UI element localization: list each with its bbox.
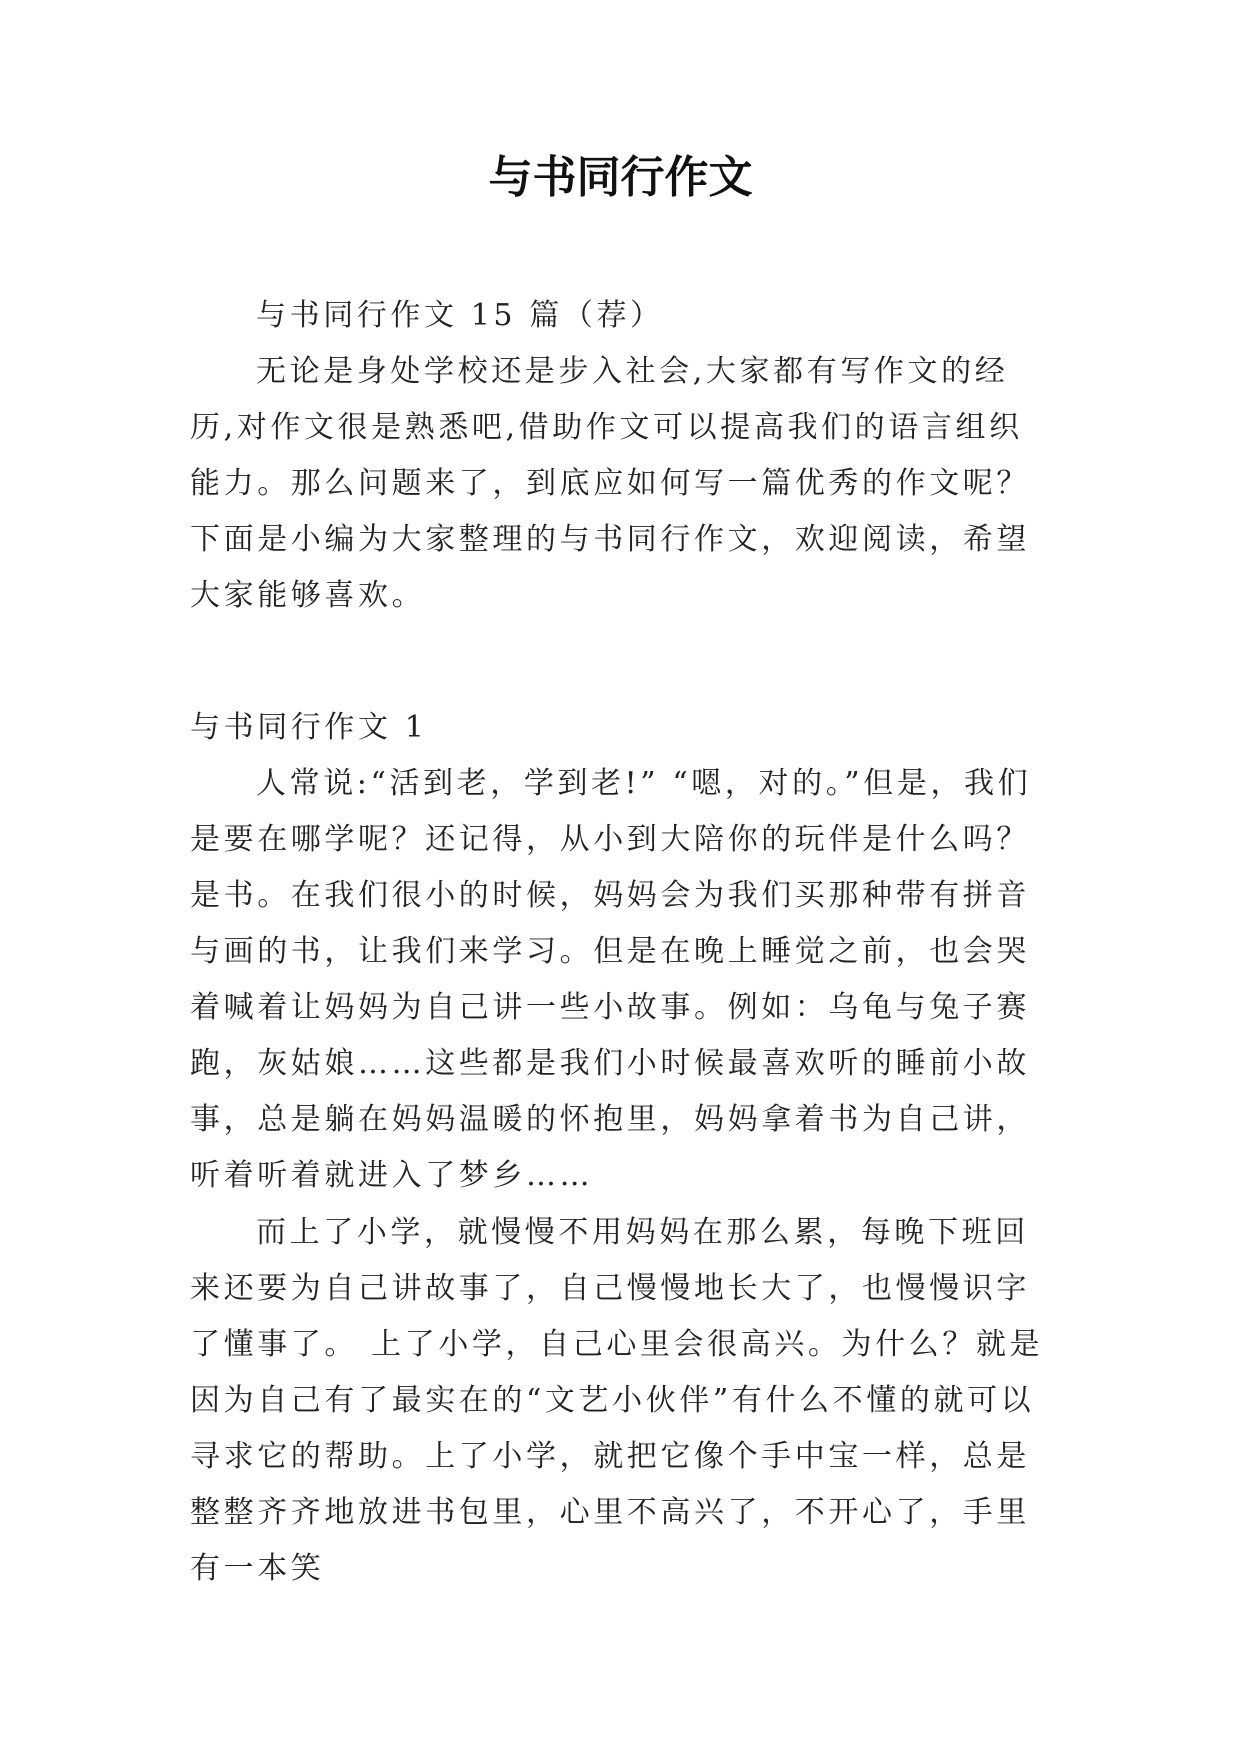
document-subtitle: 与书同行作文 15 篇（荐） [256,298,664,333]
document-title: 与书同行作文 [488,152,753,203]
body-paragraph-1: 人常说:“活到老，学到老!” “嗯，对的。”但是，我们是要在哪学呢？还记得，从小到大陪你的玩伴是什么吗？是书。在我们很小的时候，妈妈会为我们买那种带有拼音与画的书，让我们来学习。但是在晚上睡觉之前，也会哭着喊着让妈妈为自己讲一些小故事。例如：乌龟与兔子赛跑，灰姑娘……这些都是我们小时候最喜欢听的睡前小故事，总是躺在妈妈温暖的怀抱里，妈妈拿着书为自己讲，听着听着就进入了梦乡…… [190,766,1032,1193]
intro-paragraph: 无论是身处学校还是步入社会,大家都有写作文的经历,对作文很是熟悉吧,借助作文可以提高我们的语言组织能力。那么问题来了，到底应如何写一篇优秀的作文呢？下面是小编为大家整理的与书同行作文，欢迎阅读，希望大家能够喜欢。 [190,354,1030,613]
body-paragraph-2: 而上了小学，就慢慢不用妈妈在那么累，每晚下班回来还要为自己讲故事了，自己慢慢地长大了，也慢慢识字了懂事了。 上了小学，自己心里会很高兴。为什么？就是因为自己有了最实在的“文艺小伙伴”有什么不懂的就可以寻求它的帮助。上了小学，就把它像个手中宝一样，总是整整齐齐地放进书包里，心里不高兴了，不开心了，手里有一本笑 [190,1215,1044,1586]
section-heading: 与书同行作文 1 [190,710,428,745]
